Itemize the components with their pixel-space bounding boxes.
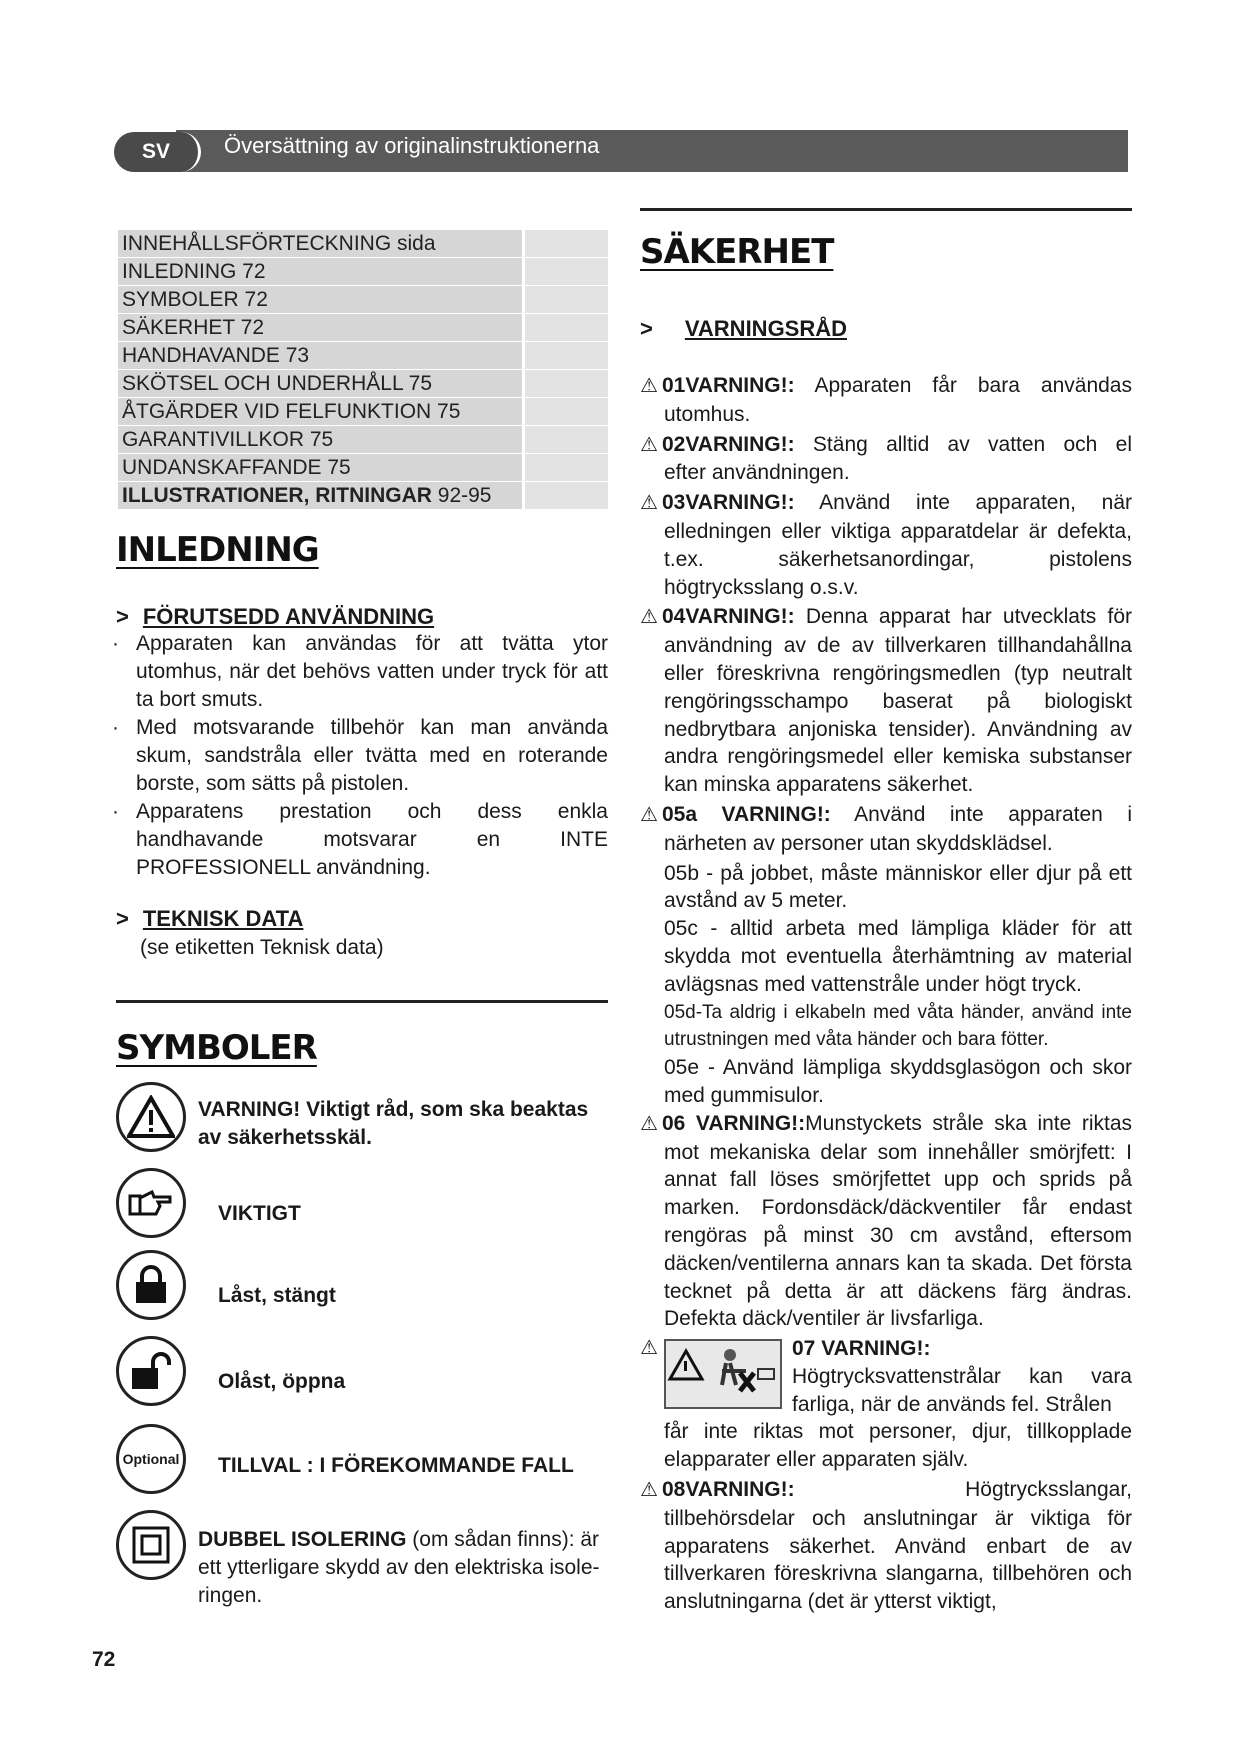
toc-row: GARANTIVILLKOR 75	[118, 426, 608, 453]
list-item: · Apparaten kan användas för att tvätta ytor utomhus, när det behövs vatten under tryck för att ta bort smuts.	[112, 632, 608, 711]
warnings-list	[640, 372, 1132, 1618]
warning-02: ⚠ 02VARNING!: Stäng alltid av vatten och el efter användningen.	[640, 432, 1132, 485]
warning-04: ⚠ 04VARNING!: Denna apparat har utvecklats för användning av de av tillverkaren tillhandahållna eller föreskrivna rengöringsmedlen (typ neutralt rengöringsschampo baserat på biologiskt nedbrytbara anjoniska tensider). Användning av andra rengöringsmedel eller kemiska substanser kan minska apparatens säkerhet.	[640, 605, 1132, 797]
warning-05e: 05e - Använd lämpliga skyddsglasögon och skor med gummisulor.	[664, 1056, 1132, 1107]
symbol-warning-text: VARNING! Viktigt råd, som ska beaktas av säkerhetsskäl.	[198, 1098, 589, 1149]
double-insulation-icon	[116, 1510, 186, 1580]
inledning-title: INLEDNING	[116, 530, 319, 570]
toc-row: SYMBOLER 72	[118, 286, 608, 313]
list-item: · Apparatens prestation och dess enkla handhavande motsvarar en INTE PROFESSIONELL användning.	[112, 800, 608, 879]
toc-row: INLEDNING 72	[118, 258, 608, 285]
lock-closed-icon	[116, 1250, 186, 1320]
language-tab: SV	[114, 132, 201, 172]
toc-row: INNEHÅLLSFÖRTECKNING sida	[118, 230, 608, 257]
warning-07: ⚠ 07 VARNING!: Högtrycksvattenstrålar kan vara farliga, när de används fel. Strålen får inte riktas mot personer, djur, tillkopplade elapparater eller apparaten själv.	[640, 1337, 1132, 1472]
forutsedd-heading: > FÖRUTSEDD ANVÄNDNING	[116, 604, 435, 629]
warning-05b: 05b - på jobbet, måste människor eller djur på ett avstånd av 5 meter.	[664, 861, 1132, 913]
symboler-title: SYMBOLER	[116, 1028, 317, 1068]
high-pressure-warning-pictogram	[664, 1339, 782, 1409]
symbol-locked-text: Låst, stängt	[218, 1284, 336, 1307]
teknisk-text: (se etiketten Teknisk data)	[140, 936, 384, 959]
toc-row: UNDANSKAFFANDE 75	[118, 454, 608, 481]
table-of-contents	[118, 230, 608, 510]
warning-05c: 05c - alltid arbeta med lämpliga kläder för att skydda mot eventuella återhämtning av material avlägsnas med vattenstråle under högt tryck.	[664, 917, 1132, 996]
warning-08: ⚠ 08VARNING!: Högtrycksslangar, tillbehörsdelar och anslutningar är viktiga för apparatens säkerhet. Använd enbart de av tillverkaren föreskrivna slangarna, tillbehören och anslutningarna (det är ytterst viktigt,	[640, 1478, 1132, 1614]
pointing-hand-icon	[116, 1168, 186, 1238]
header-title: Översättning av originalinstruktionerna	[224, 133, 600, 158]
toc-row: ÅTGÄRDER VID FELFUNKTION 75	[118, 398, 608, 425]
teknisk-heading: > TEKNISK DATA	[116, 906, 304, 931]
symbol-viktigt-text: VIKTIGT	[218, 1202, 301, 1225]
symbol-unlocked-text: Olåst, öppna	[218, 1370, 346, 1393]
inledning-bullets	[112, 630, 608, 882]
toc-row: SÄKERHET 72	[118, 314, 608, 341]
toc-row: ILLUSTRATIONER, RITNINGAR 92-95	[118, 482, 608, 509]
toc-row: SKÖTSEL OCH UNDERHÅLL 75	[118, 370, 608, 397]
symbol-optional-text: TILLVAL : I FÖREKOMMANDE FALL	[218, 1454, 574, 1477]
varningsrad-heading: > VARNINGSRÅD	[640, 316, 848, 341]
sakerhet-title: SÄKERHET	[640, 232, 834, 272]
divider	[640, 208, 1132, 211]
warning-03: ⚠ 03VARNING!: Använd inte apparaten, när elledningen eller viktiga apparatdelar är defekta, t.ex. säkerhetsanordingar, pistolens högtrycksslang o.s.v.	[640, 491, 1132, 599]
optional-badge-icon: Optional	[116, 1424, 186, 1494]
divider	[116, 1000, 608, 1003]
warning-01: ⚠ 01VARNING!: Apparaten får bara användas utomhus.	[640, 374, 1132, 426]
lock-open-icon	[116, 1336, 186, 1406]
warning-triangle-icon	[116, 1082, 186, 1152]
list-item: · Med motsvarande tillbehör kan man använda skum, sandstråla eller tvätta med en roterande borste, som sätts på pistolen.	[112, 716, 608, 795]
warning-05d: 05d-Ta aldrig i elkabeln med våta händer, använd inte utrustningen med våta händer och bara fötter.	[664, 1001, 1132, 1051]
symbol-double-insulation-text: DUBBEL ISOLERING (om sådan finns): är ett ytterligare skydd av den elektriska isole-ringen.	[198, 1528, 600, 1607]
toc-row: HANDHAVANDE 73	[118, 342, 608, 369]
warning-05a: ⚠ 05a VARNING!: Använd inte apparaten i närheten av personer utan skyddsklädsel.	[640, 802, 1132, 855]
page-number: 72	[92, 1648, 116, 1671]
warning-06: ⚠ 06 VARNING!:Munstyckets stråle ska inte riktas mot mekaniska delar som innehåller smörjfett: I annat fall löses smörjfettet upp och sprids på marken. Fordonsdäck/däckventiler får endast rengöras på minst 30 cm avstånd, eftersom däcken/ventilerna annars kan ta skada. Det första tecknet på detta är att däckens färg ändras. Defekta däck/ventiler är livsfarliga.	[640, 1111, 1132, 1331]
